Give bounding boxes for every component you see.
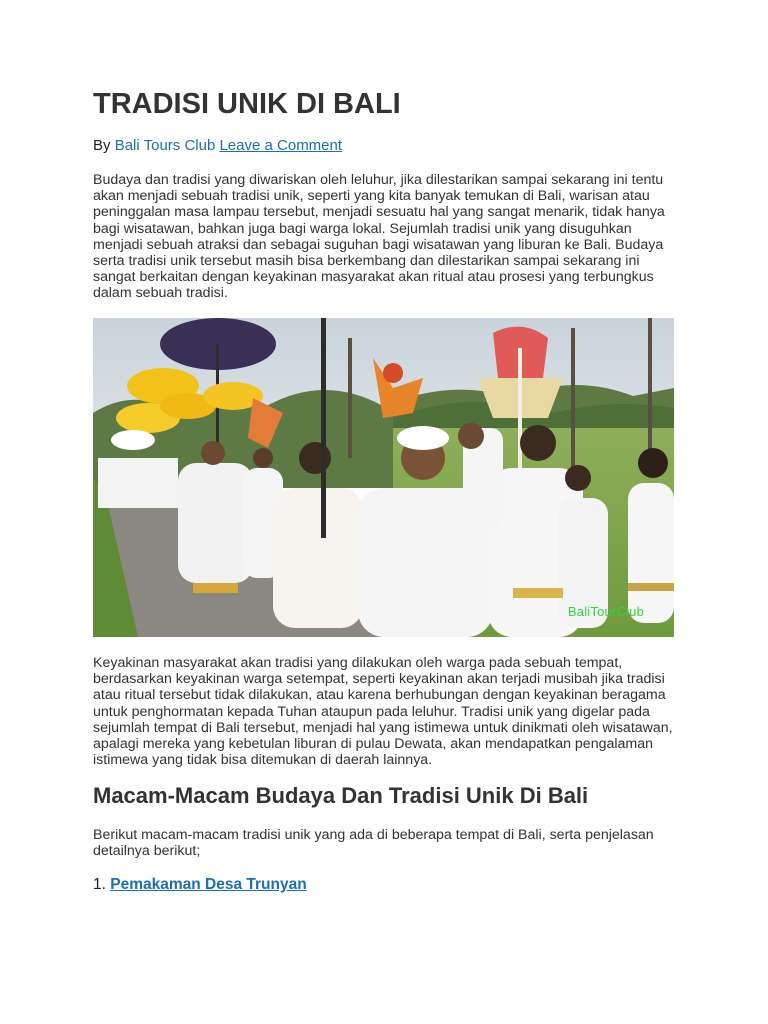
byline: [93, 137, 342, 155]
leave-comment-link[interactable]: Leave a Comment: [219, 137, 343, 154]
procession-photo: [93, 318, 674, 637]
list-item: [93, 875, 307, 895]
procession-photo-illustration: [93, 318, 674, 637]
section-heading: Macam-Macam Budaya Dan Tradisi Unik Di Bali: [93, 783, 589, 808]
photo-watermark: BaliTourClub: [567, 604, 644, 619]
list-item-link-trunyan[interactable]: Pemakaman Desa Trunyan: [110, 876, 307, 893]
intro-paragraph: Budaya dan tradisi yang diwariskan oleh leluhur, jika dilestarikan sampai sekarang ini tentu akan menjadi sebuah tradisi unik, seperti yang kita banyak temukan di Bali, warisan atau peninggalan masa lampau tersebut, menjadi sesuatu hal yang sangat menarik, tidak hanya bagi wisatawan, bahkan juga bagi warga lokal. Sejumlah tradisi unik yang disuguhkan menjadi sebuah atraksi dan sebagai suguhan bagi wisatawan yang liburan ke Bali. Budaya serta tradisi unik tersebut masih bisa berkembang dan dilestarikan sampai sekarang ini sangat berkaitan dengan keyakinan masyarakat akan ritual atau prosesi yang terbungkus dalam sebuah tradisi.: [93, 172, 665, 302]
article-title: TRADISI UNIK DI BALI: [93, 88, 401, 120]
list-item-number: 1.: [93, 876, 106, 893]
byline-by-label: By: [93, 137, 111, 154]
list-intro-paragraph: Berikut macam-macam tradisi unik yang ada di beberapa tempat di Bali, serta penjelasan detailnya berikut;: [93, 827, 654, 860]
belief-paragraph: Keyakinan masyarakat akan tradisi yang dilakukan oleh warga pada sebuah tempat, berdasarkan keyakinan warga setempat, seperti keyakinan akan terjadi musibah jika tradisi atau ritual tersebut tidak dilakukan, atau karena berhubungan dengan keyakinan beragama untuk penghormatan kepada Tuhan ataupun pada leluhur. Tradisi unik yang digelar pada sejumlah tempat di Bali tersebut, menjadi hal yang istimewa untuk dinikmati oleh wisatawan, apalagi mereka yang kebetulan liburan di pulau Dewata, akan mendapatkan pengalaman istimewa yang tidak bisa ditemukan di daerah lainnya.: [93, 655, 673, 769]
author-link[interactable]: Bali Tours Club: [114, 137, 216, 154]
